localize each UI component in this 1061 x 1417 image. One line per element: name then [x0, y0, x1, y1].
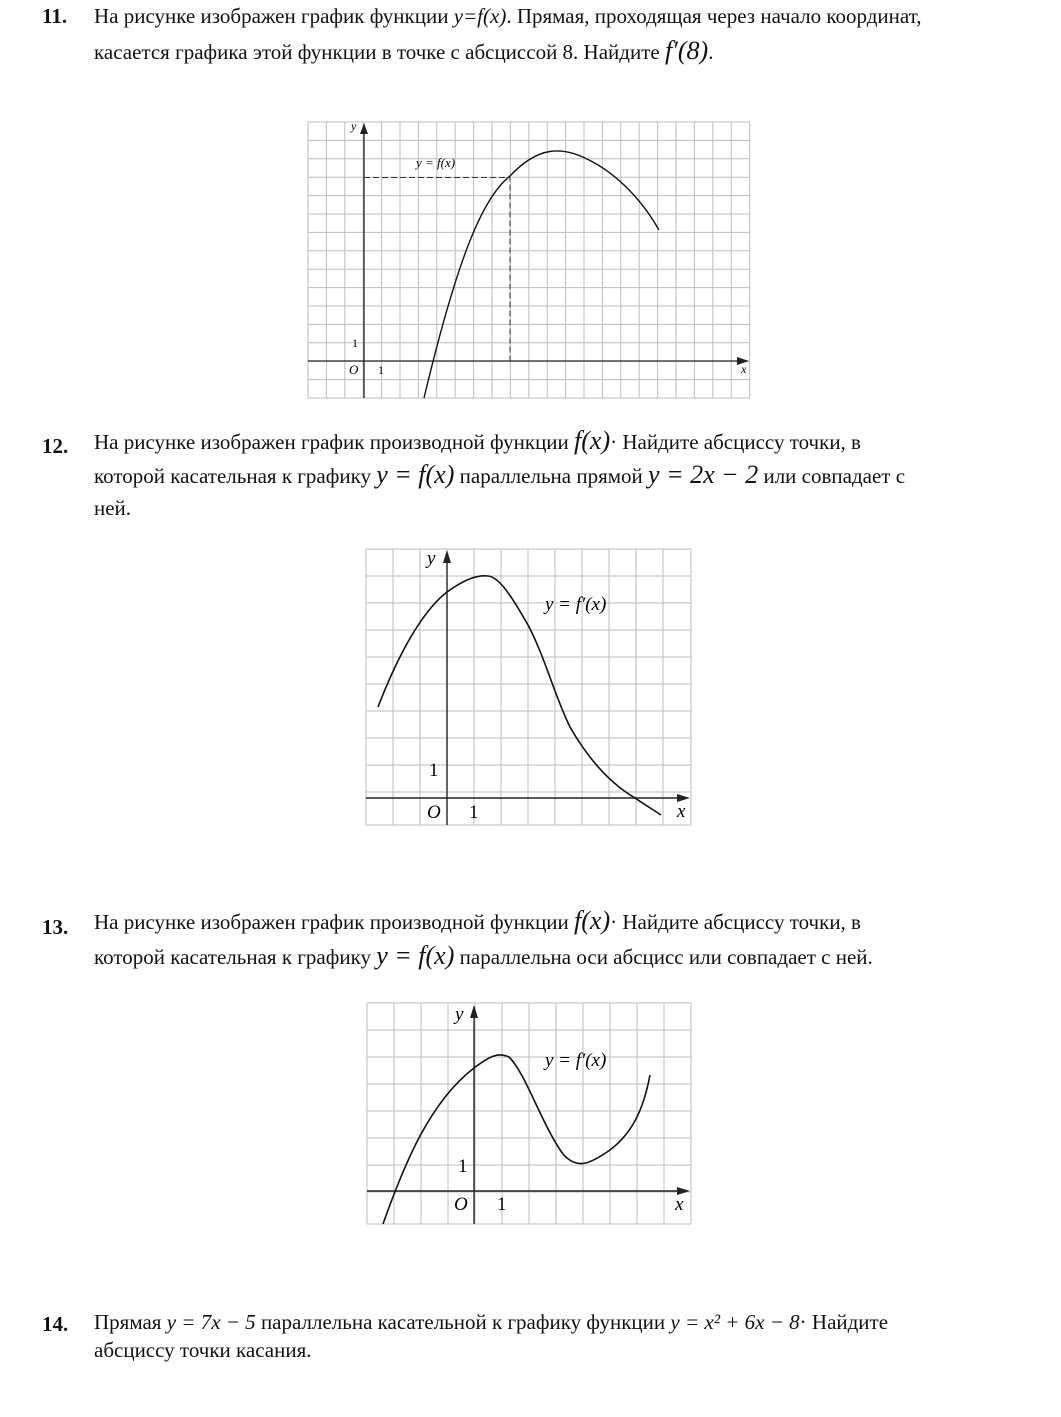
- math-f-prime-8: f′(8): [664, 36, 709, 65]
- problem-13-line-1: На рисунке изображен график производной функции f(x)· Найдите абсциссу точки, в: [94, 906, 861, 935]
- math-line-7x-5: y = 7x − 5: [166, 1310, 256, 1334]
- origin-label: O: [427, 802, 441, 823]
- problem-14-number: 14.: [42, 1312, 69, 1336]
- math-f-x: f(x): [574, 426, 611, 455]
- x-axis-label: x: [675, 1194, 684, 1215]
- problem-14-line-1: Прямая y = 7x − 5 параллельна касательной к графику функции y = x² + 6x − 8· Найдите: [94, 1310, 889, 1334]
- math-f-x: f(x): [574, 906, 611, 935]
- unit-y-label: 1: [458, 1156, 468, 1177]
- unit-y-label: 1: [352, 336, 358, 350]
- origin-label: O: [349, 362, 359, 377]
- curve-label: y = f′(x): [545, 594, 607, 615]
- unit-x-label: 1: [469, 802, 479, 823]
- problem-13-number: 13.: [42, 915, 69, 939]
- y-axis-label: y: [351, 119, 357, 133]
- math-y-fx: y = f(x): [376, 460, 455, 489]
- problem-13-line-2: которой касательная к графику y = f(x) параллельна оси абсцисс или совпадает с ней.: [94, 941, 873, 970]
- curve-label: y = f′(x): [545, 1050, 607, 1071]
- x-axis-label: x: [741, 362, 747, 376]
- problem-11-number: 11.: [42, 4, 68, 28]
- problem-11-line-1: На рисунке изображен график функции y=f(x). Прямая, проходящая через начало координат,: [94, 4, 922, 28]
- x-axis-label: x: [677, 801, 686, 822]
- problem-11-line-2: касается графика этой функции в точке с абсциссой 8. Найдите f′(8).: [94, 36, 714, 65]
- graph-12: [365, 547, 693, 825]
- unit-x-label: 1: [497, 1194, 507, 1215]
- problem-12-number: 12.: [42, 434, 69, 458]
- unit-y-label: 1: [429, 760, 439, 781]
- function-notation: y=f(x): [453, 4, 507, 28]
- math-y-fx: y = f(x): [376, 941, 455, 970]
- math-line-2x-2: y = 2x − 2: [648, 460, 759, 489]
- y-axis-label: y: [427, 548, 436, 569]
- unit-x-label: 1: [378, 363, 384, 377]
- math-parabola: y = x² + 6x − 8: [670, 1310, 800, 1334]
- origin-label: O: [454, 1194, 468, 1215]
- y-axis-label: y: [455, 1004, 464, 1025]
- problem-12-line-1: На рисунке изображен график производной функции f(x)· Найдите абсциссу точки, в: [94, 426, 861, 455]
- problem-12-line-3: ней.: [94, 496, 132, 520]
- curve-label: y = f(x): [416, 155, 456, 170]
- graph-13: [365, 1002, 693, 1224]
- problem-14-line-2: абсциссу точки касания.: [94, 1338, 312, 1362]
- problem-12-line-2: которой касательная к графику y = f(x) параллельна прямой y = 2x − 2 или совпадает с: [94, 460, 906, 489]
- graph-11: [307, 120, 752, 398]
